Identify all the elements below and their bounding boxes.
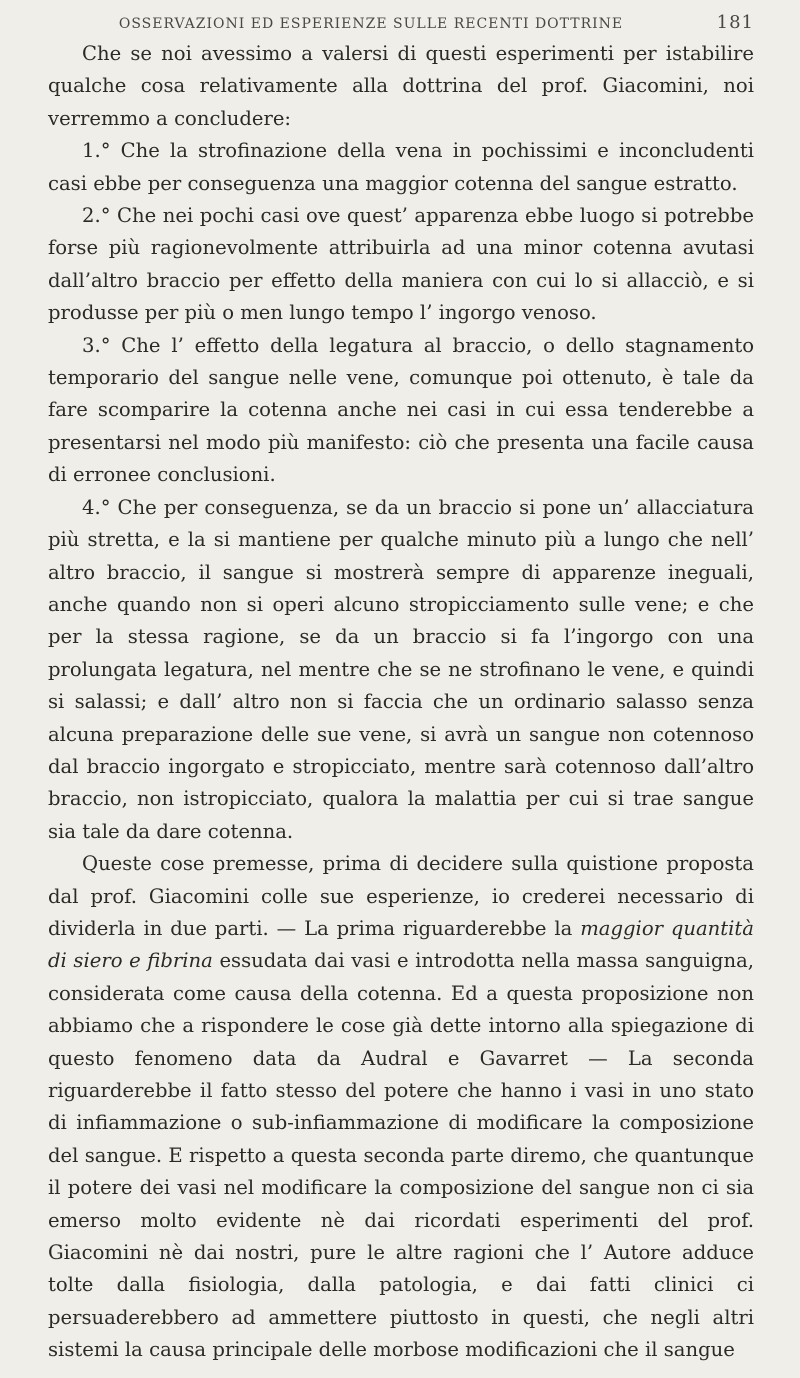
page-number: 181 xyxy=(716,12,754,33)
paragraph-point-2: 2.° Che nei pochi casi ove quest’ apparenza ebbe luogo si potrebbe forse più ragionevolmente attribuirla ad una minor cotenna avutasi dall’altro braccio per effetto della maniera con cui lo si allacciò, e si produsse per più o men lungo tempo l’ ingorgo venoso. xyxy=(48,204,754,325)
paragraph-discussion-after: essudata dai vasi e introdotta nella massa sanguigna, considerata come causa della cotenna. Ed a questa proposizione non abbiamo che a rispondere le cose già dette intorno alla spiegazione di questo fenomeno data da Audral e Gavarret — La seconda riguarderebbe il fatto stesso del potere che hanno i vasi in uno stato di infiammazione o sub-infiammazione di modificare la composizione del sangue. E rispetto a questa seconda parte diremo, che quantunque il potere dei vasi nel modificare la composizione del sangue non ci sia emerso molto evidente nè dai ricordati esperimenti del prof. Giacomini nè dai nostri, pure le altre ragioni che l’ Autore adduce tolte dalla fisiologia, dalla patologia, e dai fatti clinici ci persuaderebbero ad ammettere piuttosto in questi, che negli altri sistemi la causa principale delle morbose modificazioni che il sangue xyxy=(48,949,755,1362)
running-header xyxy=(48,12,754,38)
paragraph-point-1: 1.° Che la strofinazione della vena in pochissimi e inconcludenti casi ebbe per conseguenza una maggior cotenna del sangue estratto. xyxy=(48,139,754,195)
paragraph-discussion xyxy=(48,848,754,1367)
running-title: OSSERVAZIONI ED ESPERIENZE SULLE RECENTI DOTTRINE xyxy=(118,16,624,32)
emphasized-phrase: maggior quantità di siero e fibrina xyxy=(48,916,754,973)
body-text xyxy=(48,38,754,1367)
paragraph-point-4: 4.° Che per conseguenza, se da un braccio si pone un’ allacciatura più stretta, e la si mantiene per qualche minuto più a lungo che nell’ altro braccio, il sangue si mostrerà sempre di apparenze ineguali, anche quando non si operi alcuno stropicciamento sulle vene; e che per la stessa ragione, se da un braccio si fa l’ingorgo con una prolungata legatura, nel mentre che se ne strofinano le vene, e quindi si salassi; e dall’ altro non si faccia che un ordinario salasso senza alcuna preparazione delle sue vene, si avrà un sangue non cotennoso dal braccio ingorgato e stropicciato, mentre sarà cotennoso dall’altro braccio, non istropicciato, qualora la malattia per cui si trae sangue sia tale da dare cotenna. xyxy=(48,495,754,843)
paragraph-intro: Che se noi avessimo a valersi di questi esperimenti per istabilire qualche cosa relativamente alla dottrina del prof. Giacomini, noi verremmo a concludere: xyxy=(48,42,754,130)
paragraph-discussion-before: Queste cose premesse, prima di decidere sulla quistione proposta dal prof. Giacomini colle sue esperienze, io crederei necessario di dividerla in due parti. — La prima riguarderebbe la xyxy=(48,852,754,940)
paragraph-point-3: 3.° Che l’ effetto della legatura al braccio, o dello stagnamento temporario del sangue nelle vene, comunque poi ottenuto, è tale da fare scomparire la cotenna anche nei casi in cui essa tenderebbe a presentarsi nel modo più manifesto: ciò che presenta una facile causa di erronee conclusioni. xyxy=(48,333,754,487)
